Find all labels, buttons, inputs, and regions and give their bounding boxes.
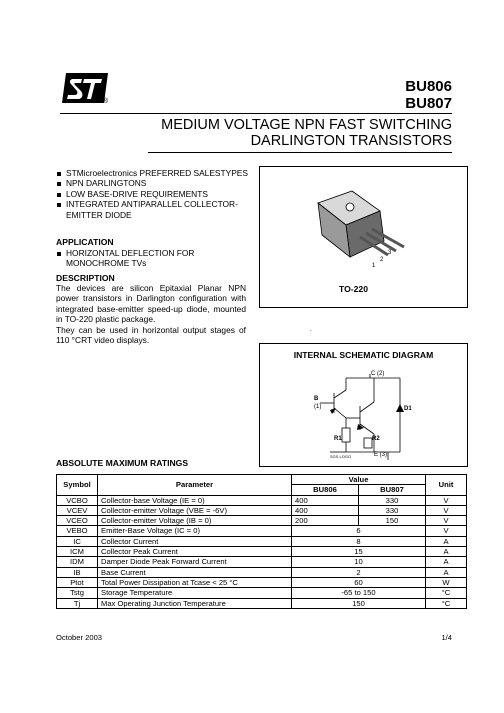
cell-parameter: Collector-base Voltage (IE = 0) bbox=[98, 495, 292, 505]
cell-unit: A bbox=[426, 567, 467, 577]
cell-value: 150 bbox=[292, 598, 426, 608]
cell-value-bu806: 400 bbox=[292, 505, 359, 515]
table-header-row bbox=[57, 475, 467, 485]
table-row bbox=[57, 516, 467, 526]
table-row bbox=[57, 526, 467, 536]
application-item: HORIZONTAL DEFLECTION FOR MONOCHROME TVs bbox=[56, 248, 236, 269]
cell-symbol: Ptot bbox=[57, 577, 98, 587]
column-header-bu806: BU806 bbox=[292, 485, 359, 495]
feature-item: LOW BASE-DRIVE REQUIREMENTS bbox=[56, 189, 256, 199]
darlington-schematic-diagram bbox=[310, 368, 420, 463]
cell-symbol: VCBO bbox=[57, 495, 98, 505]
cell-unit: °C bbox=[426, 598, 467, 608]
feature-item: STMicroelectronics PREFERRED SALESTYPES bbox=[56, 168, 256, 178]
table-row bbox=[57, 505, 467, 515]
cell-symbol: Tj bbox=[57, 598, 98, 608]
to220-package-illustration bbox=[310, 185, 420, 275]
package-box bbox=[259, 166, 468, 308]
cell-unit: V bbox=[426, 495, 467, 505]
table-row bbox=[57, 567, 467, 577]
cell-value-bu807: 150 bbox=[359, 516, 426, 526]
table-row bbox=[57, 557, 467, 567]
table-row bbox=[57, 577, 467, 587]
description-paragraph: They can be used in horizontal output stages of 110 °CRT video displays. bbox=[56, 324, 246, 346]
absolute-maximum-ratings-table bbox=[56, 474, 467, 609]
table-row bbox=[57, 495, 467, 505]
table-row bbox=[57, 536, 467, 546]
cell-unit: °C bbox=[426, 588, 467, 598]
cell-symbol: ICM bbox=[57, 547, 98, 557]
cell-symbol: IC bbox=[57, 536, 98, 546]
cell-value: 15 bbox=[292, 547, 426, 557]
package-label: TO-220 bbox=[339, 284, 368, 294]
pin-label-3: 3 bbox=[388, 250, 392, 256]
schematic-footer-mark: SGS LOGO bbox=[330, 454, 352, 459]
cell-value: 2 bbox=[292, 567, 426, 577]
pin-label-1: 1 bbox=[372, 263, 376, 269]
cell-parameter: Max Operating Junction Temperature bbox=[98, 598, 292, 608]
application-list bbox=[56, 248, 236, 269]
description-heading: DESCRIPTION bbox=[56, 273, 115, 283]
registered-mark: ® bbox=[103, 98, 109, 105]
table-row bbox=[57, 547, 467, 557]
cell-value-bu806: 200 bbox=[292, 516, 359, 526]
cell-unit: A bbox=[426, 557, 467, 567]
title-divider bbox=[148, 152, 452, 153]
title-line-1: MEDIUM VOLTAGE NPN FAST SWITCHING bbox=[161, 117, 452, 133]
column-header-bu807: BU807 bbox=[359, 485, 426, 495]
part-number-bu806: BU806 bbox=[405, 78, 452, 95]
cell-parameter: Collector Current bbox=[98, 536, 292, 546]
column-header-symbol: Symbol bbox=[57, 475, 98, 496]
feature-item: NPN DARLINGTONS bbox=[56, 178, 256, 188]
cell-symbol: IDM bbox=[57, 557, 98, 567]
table-row bbox=[57, 598, 467, 608]
footer-date: October 2003 bbox=[56, 633, 103, 642]
schematic-label-diode: D1 bbox=[404, 406, 412, 412]
st-logo-icon bbox=[62, 73, 108, 105]
cell-symbol: Tstg bbox=[57, 588, 98, 598]
cell-symbol: VCEO bbox=[57, 516, 98, 526]
cell-symbol: IB bbox=[57, 567, 98, 577]
application-heading: APPLICATION bbox=[56, 237, 114, 247]
column-header-parameter: Parameter bbox=[98, 475, 292, 496]
cell-symbol: VEBO bbox=[57, 526, 98, 536]
cell-value: 8 bbox=[292, 536, 426, 546]
cell-unit: V bbox=[426, 516, 467, 526]
feature-item: INTEGRATED ANTIPARALLEL COLLECTOR-EMITTER DIODE bbox=[56, 199, 256, 220]
schematic-label-base: B bbox=[314, 396, 319, 402]
stray-dot: . bbox=[310, 327, 312, 333]
schematic-label-r1: R1 bbox=[334, 436, 342, 442]
description-paragraph: The devices are silicon Epitaxial Planar NPN power transistors in Darlington configuration with integrated base-emitter speed-up diode, mounted in TO-220 plastic package. bbox=[56, 283, 246, 325]
cell-parameter: Damper Diode Peak Forward Current bbox=[98, 557, 292, 567]
cell-unit: V bbox=[426, 526, 467, 536]
cell-value-bu806: 400 bbox=[292, 495, 359, 505]
schematic-box bbox=[259, 343, 468, 467]
cell-parameter: Collector-emitter Voltage (IB = 0) bbox=[98, 516, 292, 526]
cell-unit: V bbox=[426, 505, 467, 515]
cell-unit: A bbox=[426, 547, 467, 557]
description-text bbox=[56, 283, 246, 345]
title-line-2: DARLINGTON TRANSISTORS bbox=[250, 133, 452, 149]
cell-unit: A bbox=[426, 536, 467, 546]
schematic-label-collector: C (2) bbox=[371, 371, 385, 377]
cell-parameter: Storage Temperature bbox=[98, 588, 292, 598]
column-header-unit: Unit bbox=[426, 475, 467, 496]
cell-unit: W bbox=[426, 577, 467, 587]
table-row bbox=[57, 588, 467, 598]
column-header-value: Value bbox=[292, 475, 426, 485]
cell-parameter: Base Current bbox=[98, 567, 292, 577]
cell-value: 10 bbox=[292, 557, 426, 567]
header-divider bbox=[60, 113, 452, 114]
part-number-bu807: BU807 bbox=[405, 95, 452, 112]
cell-value-bu807: 330 bbox=[359, 505, 426, 515]
cell-value: -65 to 150 bbox=[292, 588, 426, 598]
schematic-label-r2: R2 bbox=[372, 436, 380, 442]
schematic-label-base-pin: (1) bbox=[314, 404, 322, 410]
cell-value-bu807: 330 bbox=[359, 495, 426, 505]
cell-parameter: Total Power Dissipation at Tcase < 25 °C bbox=[98, 577, 292, 587]
cell-value: 6 bbox=[292, 526, 426, 536]
pin-label-2: 2 bbox=[380, 257, 384, 263]
cell-value: 60 bbox=[292, 577, 426, 587]
cell-parameter: Collector Peak Current bbox=[98, 547, 292, 557]
feature-list bbox=[56, 168, 256, 220]
cell-parameter: Emitter-Base Voltage (IC = 0) bbox=[98, 526, 292, 536]
schematic-label-emitter: E (3) bbox=[374, 452, 388, 458]
cell-symbol: VCEV bbox=[57, 505, 98, 515]
cell-parameter: Collector-emitter Voltage (VBE = -6V) bbox=[98, 505, 292, 515]
ratings-heading: ABSOLUTE MAXIMUM RATINGS bbox=[56, 458, 189, 468]
schematic-title: INTERNAL SCHEMATIC DIAGRAM bbox=[293, 350, 434, 360]
footer-page-number: 1/4 bbox=[441, 633, 452, 642]
